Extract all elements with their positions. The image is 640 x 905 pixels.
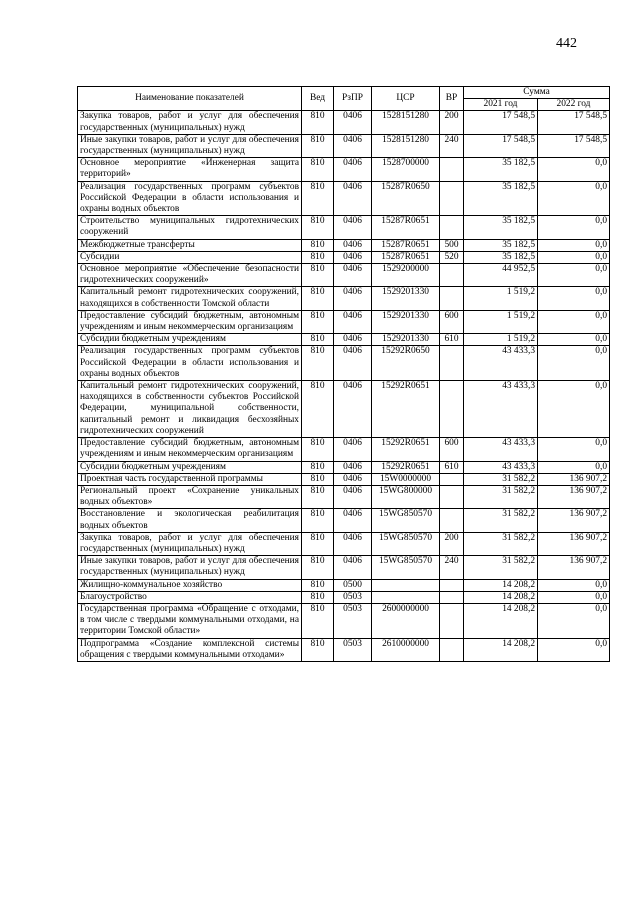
cell-name: Иные закупки товаров, работ и услуг для обеспечения государственных (муниципальных) нужд xyxy=(78,134,302,157)
table-row xyxy=(78,591,610,603)
cell-vr xyxy=(440,181,464,216)
cell-ved: 810 xyxy=(302,638,334,661)
cell-csr xyxy=(372,579,440,591)
table-row xyxy=(78,461,610,473)
table-row xyxy=(78,638,610,661)
cell-ved: 810 xyxy=(302,310,334,333)
cell-rzpr: 0406 xyxy=(334,239,372,251)
cell-sum-2021: 35 182,5 xyxy=(464,181,538,216)
cell-vr: 240 xyxy=(440,134,464,157)
cell-name: Закупка товаров, работ и услуг для обеспечения государственных (муниципальных) нужд xyxy=(78,532,302,555)
cell-name: Жилищно-коммунальное хозяйство xyxy=(78,579,302,591)
cell-rzpr: 0503 xyxy=(334,591,372,603)
cell-vr xyxy=(440,485,464,508)
cell-rzpr: 0406 xyxy=(334,158,372,181)
cell-ved: 810 xyxy=(302,251,334,263)
cell-ved: 810 xyxy=(302,556,334,579)
cell-sum-2022: 0,0 xyxy=(538,264,610,287)
table-row xyxy=(78,346,610,381)
cell-ved: 810 xyxy=(302,239,334,251)
cell-sum-2021: 31 582,2 xyxy=(464,485,538,508)
cell-sum-2021: 31 582,2 xyxy=(464,532,538,555)
cell-sum-2022: 136 907,2 xyxy=(538,509,610,532)
cell-rzpr: 0406 xyxy=(334,264,372,287)
cell-sum-2022: 0,0 xyxy=(538,381,610,438)
cell-sum-2022: 136 907,2 xyxy=(538,556,610,579)
cell-sum-2021: 17 548,5 xyxy=(464,111,538,134)
cell-rzpr: 0406 xyxy=(334,334,372,346)
cell-ved: 810 xyxy=(302,181,334,216)
page-number: 442 xyxy=(556,36,577,51)
cell-rzpr: 0406 xyxy=(334,111,372,134)
table-body xyxy=(78,111,610,662)
cell-name: Предоставление субсидий бюджетным, автономным учреждениям и иным некоммерческим организациям xyxy=(78,438,302,461)
cell-rzpr: 0406 xyxy=(334,216,372,239)
cell-sum-2022: 0,0 xyxy=(538,603,610,638)
cell-rzpr: 0406 xyxy=(334,532,372,555)
cell-vr xyxy=(440,381,464,438)
table-row xyxy=(78,438,610,461)
cell-name: Благоустройство xyxy=(78,591,302,603)
cell-rzpr: 0406 xyxy=(334,381,372,438)
cell-ved: 810 xyxy=(302,591,334,603)
cell-csr: 15WG800000 xyxy=(372,485,440,508)
cell-name: Субсидии бюджетным учреждениям xyxy=(78,334,302,346)
table-row xyxy=(78,509,610,532)
cell-name: Основное мероприятие «Инженерная защита территорий» xyxy=(78,158,302,181)
cell-sum-2021: 31 582,2 xyxy=(464,556,538,579)
cell-name: Реализация государственных программ субъектов Российской Федерации в области использования и охраны водных объектов xyxy=(78,346,302,381)
cell-sum-2021: 31 582,2 xyxy=(464,509,538,532)
cell-sum-2022: 0,0 xyxy=(538,158,610,181)
cell-vr: 240 xyxy=(440,556,464,579)
cell-sum-2021: 43 433,3 xyxy=(464,381,538,438)
table-row xyxy=(78,473,610,485)
table-row xyxy=(78,485,610,508)
cell-vr: 600 xyxy=(440,438,464,461)
header-csr: ЦСР xyxy=(372,87,440,111)
cell-csr: 1529201330 xyxy=(372,334,440,346)
cell-ved: 810 xyxy=(302,264,334,287)
table-row xyxy=(78,310,610,333)
cell-sum-2021: 14 208,2 xyxy=(464,603,538,638)
cell-vr xyxy=(440,591,464,603)
cell-csr: 1529200000 xyxy=(372,264,440,287)
cell-csr: 15287R0651 xyxy=(372,216,440,239)
cell-ved: 810 xyxy=(302,111,334,134)
cell-sum-2022: 0,0 xyxy=(538,461,610,473)
cell-vr xyxy=(440,346,464,381)
cell-vr xyxy=(440,264,464,287)
cell-sum-2021: 1 519,2 xyxy=(464,287,538,310)
cell-vr: 610 xyxy=(440,334,464,346)
cell-rzpr: 0503 xyxy=(334,603,372,638)
cell-csr: 15WG850570 xyxy=(372,532,440,555)
cell-sum-2022: 136 907,2 xyxy=(538,485,610,508)
cell-csr: 15287R0650 xyxy=(372,181,440,216)
cell-vr xyxy=(440,473,464,485)
cell-sum-2021: 35 182,5 xyxy=(464,251,538,263)
table-row xyxy=(78,216,610,239)
cell-vr xyxy=(440,579,464,591)
cell-sum-2022: 0,0 xyxy=(538,346,610,381)
table-row xyxy=(78,381,610,438)
cell-sum-2022: 0,0 xyxy=(538,638,610,661)
cell-ved: 810 xyxy=(302,461,334,473)
cell-name: Предоставление субсидий бюджетным, автономным учреждениям и иным некоммерческим организациям xyxy=(78,310,302,333)
cell-name: Подпрограмма «Создание комплексной системы обращения с твердыми коммунальными отходами» xyxy=(78,638,302,661)
cell-ved: 810 xyxy=(302,509,334,532)
cell-sum-2022: 0,0 xyxy=(538,216,610,239)
cell-ved: 810 xyxy=(302,532,334,555)
table-row xyxy=(78,556,610,579)
table-row xyxy=(78,111,610,134)
table-row xyxy=(78,532,610,555)
cell-rzpr: 0406 xyxy=(334,181,372,216)
table-row xyxy=(78,251,610,263)
table-row xyxy=(78,158,610,181)
cell-sum-2021: 35 182,5 xyxy=(464,158,538,181)
cell-ved: 810 xyxy=(302,334,334,346)
cell-vr: 200 xyxy=(440,532,464,555)
cell-sum-2021: 43 433,3 xyxy=(464,438,538,461)
cell-csr: 1529201330 xyxy=(372,287,440,310)
cell-ved: 810 xyxy=(302,579,334,591)
cell-vr: 520 xyxy=(440,251,464,263)
cell-name: Проектная часть государственной программы xyxy=(78,473,302,485)
cell-rzpr: 0406 xyxy=(334,287,372,310)
header-name: Наименование показателей xyxy=(78,87,302,111)
header-ved: Вед xyxy=(302,87,334,111)
cell-sum-2022: 136 907,2 xyxy=(538,532,610,555)
cell-sum-2022: 0,0 xyxy=(538,334,610,346)
cell-ved: 810 xyxy=(302,485,334,508)
cell-csr: 15WG850570 xyxy=(372,509,440,532)
cell-ved: 810 xyxy=(302,287,334,310)
table-header-row xyxy=(78,87,610,99)
cell-name: Строительство муниципальных гидротехнических сооружений xyxy=(78,216,302,239)
cell-ved: 810 xyxy=(302,216,334,239)
cell-vr xyxy=(440,509,464,532)
cell-rzpr: 0406 xyxy=(334,485,372,508)
cell-sum-2022: 0,0 xyxy=(538,287,610,310)
cell-rzpr: 0406 xyxy=(334,134,372,157)
cell-csr xyxy=(372,591,440,603)
cell-ved: 810 xyxy=(302,134,334,157)
cell-csr: 15292R0651 xyxy=(372,461,440,473)
cell-vr: 200 xyxy=(440,111,464,134)
cell-sum-2021: 43 433,3 xyxy=(464,461,538,473)
table-row xyxy=(78,334,610,346)
cell-vr xyxy=(440,638,464,661)
cell-name: Межбюджетные трансферты xyxy=(78,239,302,251)
cell-name: Восстановление и экологическая реабилитация водных объектов xyxy=(78,509,302,532)
cell-csr: 2600000000 xyxy=(372,603,440,638)
cell-vr xyxy=(440,603,464,638)
cell-ved: 810 xyxy=(302,438,334,461)
cell-sum-2021: 1 519,2 xyxy=(464,310,538,333)
cell-vr xyxy=(440,158,464,181)
cell-sum-2021: 35 182,5 xyxy=(464,216,538,239)
cell-sum-2022: 17 548,5 xyxy=(538,134,610,157)
cell-name: Субсидии бюджетным учреждениям xyxy=(78,461,302,473)
cell-rzpr: 0406 xyxy=(334,438,372,461)
cell-rzpr: 0406 xyxy=(334,251,372,263)
cell-ved: 810 xyxy=(302,603,334,638)
cell-sum-2021: 14 208,2 xyxy=(464,579,538,591)
budget-table xyxy=(77,86,610,662)
cell-rzpr: 0406 xyxy=(334,509,372,532)
cell-csr: 1529201330 xyxy=(372,310,440,333)
table-row xyxy=(78,287,610,310)
table-row xyxy=(78,181,610,216)
cell-csr: 15292R0650 xyxy=(372,346,440,381)
cell-name: Государственная программа «Обращение с отходами, в том числе с твердыми коммунальными отходами, на территории Томской области» xyxy=(78,603,302,638)
header-year-2022: 2022 год xyxy=(538,99,610,111)
cell-ved: 810 xyxy=(302,346,334,381)
cell-rzpr: 0406 xyxy=(334,310,372,333)
table-row xyxy=(78,239,610,251)
cell-name: Субсидии xyxy=(78,251,302,263)
header-sum: Сумма xyxy=(464,87,610,99)
header-vr: ВР xyxy=(440,87,464,111)
cell-name: Иные закупки товаров, работ и услуг для обеспечения государственных (муниципальных) нужд xyxy=(78,556,302,579)
cell-name: Реализация государственных программ субъектов Российской Федерации в области использования и охраны водных объектов xyxy=(78,181,302,216)
cell-name: Капитальный ремонт гидротехнических сооружений, находящихся в собственности Томской области xyxy=(78,287,302,310)
cell-sum-2022: 0,0 xyxy=(538,310,610,333)
cell-csr: 15292R0651 xyxy=(372,438,440,461)
cell-vr xyxy=(440,216,464,239)
cell-rzpr: 0406 xyxy=(334,556,372,579)
cell-vr: 600 xyxy=(440,310,464,333)
cell-vr: 610 xyxy=(440,461,464,473)
cell-sum-2021: 35 182,5 xyxy=(464,239,538,251)
cell-csr: 15W0000000 xyxy=(372,473,440,485)
cell-sum-2022: 0,0 xyxy=(538,251,610,263)
cell-csr: 1528151280 xyxy=(372,111,440,134)
cell-ved: 810 xyxy=(302,158,334,181)
cell-sum-2021: 1 519,2 xyxy=(464,334,538,346)
table-row xyxy=(78,579,610,591)
cell-rzpr: 0500 xyxy=(334,579,372,591)
cell-name: Региональный проект «Сохранение уникальных водных объектов» xyxy=(78,485,302,508)
header-rzpr: РзПР xyxy=(334,87,372,111)
table-row xyxy=(78,264,610,287)
cell-sum-2022: 0,0 xyxy=(538,438,610,461)
cell-sum-2022: 0,0 xyxy=(538,239,610,251)
cell-csr: 1528700000 xyxy=(372,158,440,181)
cell-name: Основное мероприятие «Обеспечение безопасности гидротехнических сооружений» xyxy=(78,264,302,287)
cell-rzpr: 0503 xyxy=(334,638,372,661)
cell-name: Капитальный ремонт гидротехнических сооружений, находящихся в собственности субъектов Российской Федерации, муниципальной собственности, капитальный ремонт и ликвидация бесхозяйных гидротехнических сооружений xyxy=(78,381,302,438)
cell-sum-2022: 136 907,2 xyxy=(538,473,610,485)
cell-vr: 500 xyxy=(440,239,464,251)
cell-name: Закупка товаров, работ и услуг для обеспечения государственных (муниципальных) нужд xyxy=(78,111,302,134)
header-year-2021: 2021 год xyxy=(464,99,538,111)
table-row xyxy=(78,134,610,157)
cell-csr: 15WG850570 xyxy=(372,556,440,579)
cell-csr: 2610000000 xyxy=(372,638,440,661)
cell-rzpr: 0406 xyxy=(334,346,372,381)
cell-sum-2021: 43 433,3 xyxy=(464,346,538,381)
cell-ved: 810 xyxy=(302,473,334,485)
cell-sum-2022: 0,0 xyxy=(538,181,610,216)
cell-rzpr: 0406 xyxy=(334,473,372,485)
cell-sum-2022: 0,0 xyxy=(538,591,610,603)
cell-csr: 1528151280 xyxy=(372,134,440,157)
cell-csr: 15292R0651 xyxy=(372,381,440,438)
cell-csr: 15287R0651 xyxy=(372,251,440,263)
cell-sum-2021: 17 548,5 xyxy=(464,134,538,157)
cell-sum-2021: 14 208,2 xyxy=(464,638,538,661)
cell-rzpr: 0406 xyxy=(334,461,372,473)
cell-sum-2021: 14 208,2 xyxy=(464,591,538,603)
cell-sum-2022: 0,0 xyxy=(538,579,610,591)
cell-sum-2021: 31 582,2 xyxy=(464,473,538,485)
table-row xyxy=(78,603,610,638)
cell-csr: 15287R0651 xyxy=(372,239,440,251)
cell-vr xyxy=(440,287,464,310)
cell-ved: 810 xyxy=(302,381,334,438)
cell-sum-2022: 17 548,5 xyxy=(538,111,610,134)
cell-sum-2021: 44 952,5 xyxy=(464,264,538,287)
